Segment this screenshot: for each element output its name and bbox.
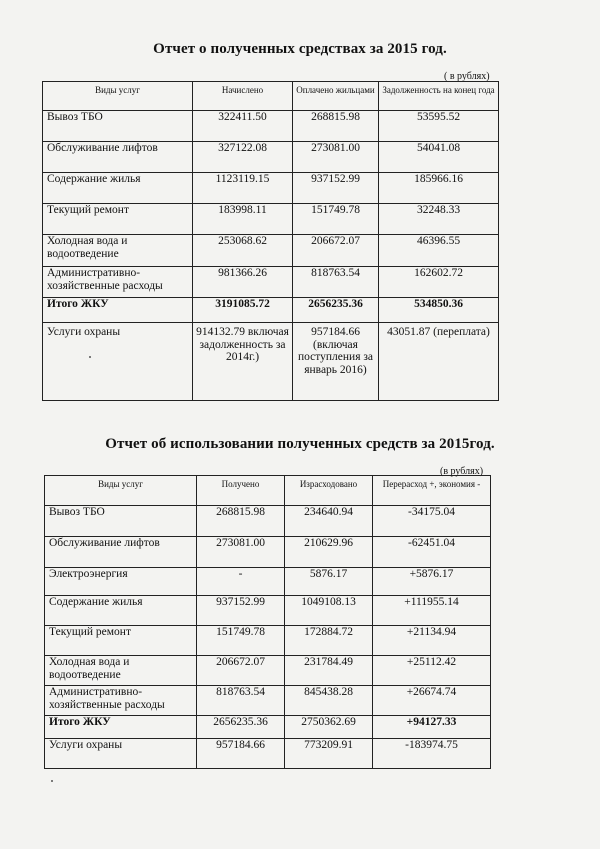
header-spent: Израсходовано bbox=[285, 476, 373, 506]
header-services: Виды услуг bbox=[45, 476, 197, 506]
table-row: Обслуживание лифтов 327122.08 273081.00 54041.08 bbox=[43, 142, 499, 173]
header-received: Получено bbox=[197, 476, 285, 506]
header-charged: Начислено bbox=[193, 82, 293, 111]
header-balance: Перерасход +, экономия - bbox=[373, 476, 491, 506]
table-row: Содержание жилья 1123119.15 937152.99 185966.16 bbox=[43, 173, 499, 204]
table-header-row bbox=[43, 82, 499, 111]
header-paid: Оплачено жильцами bbox=[293, 82, 379, 111]
report1-table bbox=[42, 81, 499, 401]
table-row: Обслуживание лифтов 273081.00 210629.96 -62451.04 bbox=[45, 537, 491, 568]
table-row: Содержание жилья 937152.99 1049108.13 +111955.14 bbox=[45, 596, 491, 626]
table-row: Административно-хозяйственные расходы 818763.54 845438.28 +26674.74 bbox=[45, 686, 491, 716]
total-row: Итого ЖКУ 2656235.36 2750362.69 +94127.33 bbox=[45, 716, 491, 739]
report1-title: Отчет о полученных средствах за 2015 год. bbox=[153, 41, 447, 57]
security-row: Услуги охраны 914132.79 включая задолженность за 2014г.) 957184.66 (включая поступления за январь 2016) 43051.87 (переплата) bbox=[43, 323, 499, 401]
table-row: Холодная вода и водоотведение 206672.07 231784.49 +25112.42 bbox=[45, 656, 491, 686]
report2-unit: (в рублях) bbox=[440, 466, 484, 477]
report2-title: Отчет об использовании полученных средств за 2015год. bbox=[105, 436, 495, 452]
report1-unit: ( в рублях) bbox=[444, 71, 490, 82]
table-row: Административно-хозяйственные расходы 981366.26 818763.54 162602.72 bbox=[43, 267, 499, 298]
total-row: Итого ЖКУ 3191085.72 2656235.36 534850.36 bbox=[43, 298, 499, 323]
header-services: Виды услуг bbox=[43, 82, 193, 111]
table-row: Холодная вода и водоотведение 253068.62 206672.07 46396.55 bbox=[43, 235, 499, 267]
header-debt: Задолженность на конец года bbox=[379, 82, 499, 111]
scan-speck bbox=[51, 780, 53, 782]
table-row: Вывоз ТБО 322411.50 268815.98 53595.52 bbox=[43, 111, 499, 142]
scan-speck bbox=[89, 356, 91, 358]
table-row: Электроэнергия - 5876.17 +5876.17 bbox=[45, 568, 491, 596]
table-row: Вывоз ТБО 268815.98 234640.94 -34175.04 bbox=[45, 506, 491, 537]
report2-table bbox=[44, 475, 491, 769]
table-row: Текущий ремонт 151749.78 172884.72 +21134.94 bbox=[45, 626, 491, 656]
security-row: Услуги охраны 957184.66 773209.91 -183974.75 bbox=[45, 739, 491, 769]
table-row: Текущий ремонт 183998.11 151749.78 32248.33 bbox=[43, 204, 499, 235]
table-header-row bbox=[45, 476, 491, 506]
